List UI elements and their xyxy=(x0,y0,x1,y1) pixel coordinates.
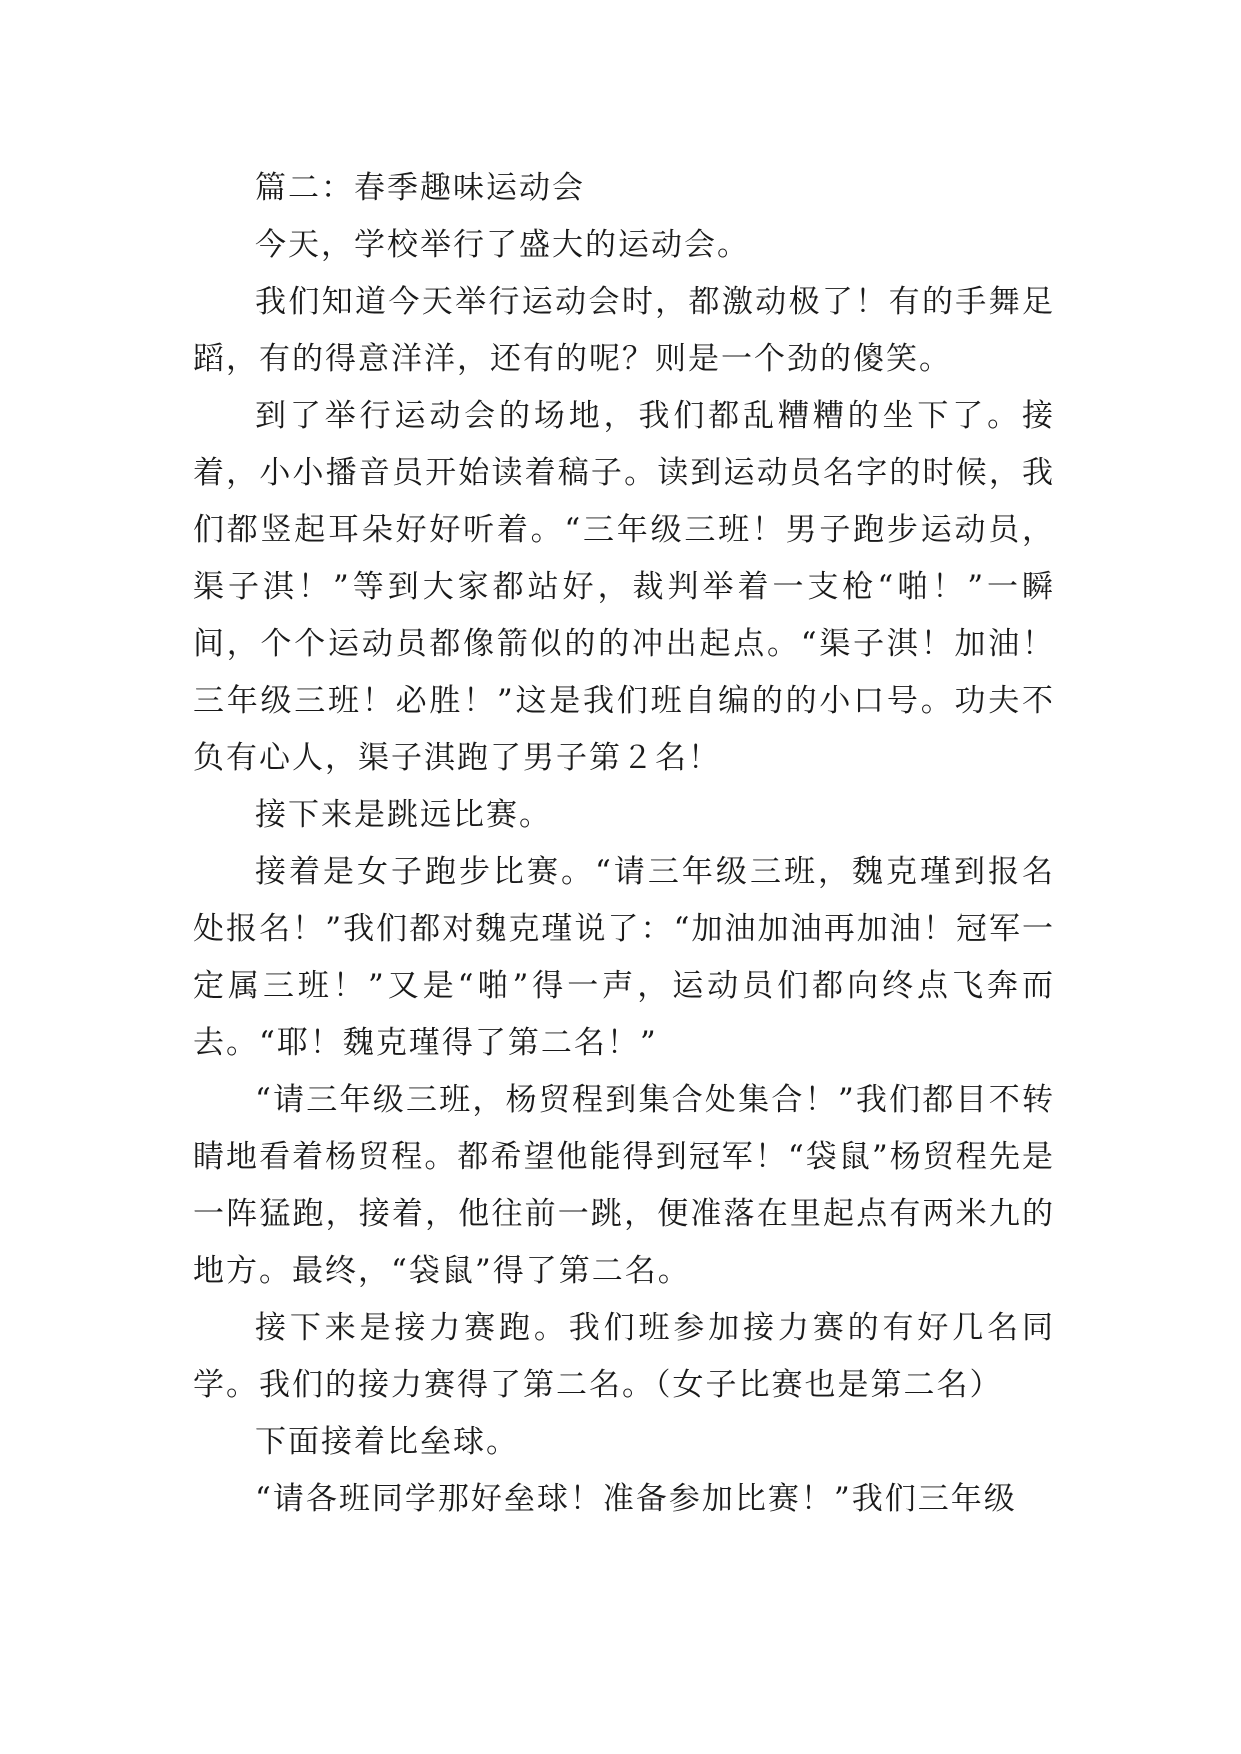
paragraph: 下面接着比垒球。 xyxy=(255,1424,519,1460)
paragraph: “请各班同学那好垒球！准备参加比赛！”我们三年级 xyxy=(255,1481,1017,1517)
paragraph: “请三年级三班，杨贸程到集合处集合！”我们都目不转睛地看着杨贸程。都希望他能得到冠军！“袋鼠”杨贸程先是一阵猛跑，接着，他往前一跳，便准落在里起点有两米九的地方。最终，“袋鼠”得了第二名。 xyxy=(193,1082,1055,1289)
paragraph: 我们知道今天举行运动会时，都激动极了！有的手舞足蹈，有的得意洋洋，还有的呢？则是一个劲的傻笑。 xyxy=(193,284,1055,377)
article-title: 篇二：春季趣味运动会 xyxy=(255,170,585,206)
paragraph: 到了举行运动会的场地，我们都乱糟糟的坐下了。接着，小小播音员开始读着稿子。读到运动员名字的时候，我们都竖起耳朵好好听着。“三年级三班！男子跑步运动员，渠子淇！”等到大家都站好，裁判举着一支枪“啪！”一瞬间，个个运动员都像箭似的的冲出起点。“渠子淇！加油！三年级三班！必胜！”这是我们班自编的的小口号。功夫不负有心人，渠子淇跑了男子第２名！ xyxy=(193,398,1055,776)
paragraph: 接下来是接力赛跑。我们班参加接力赛的有好几名同学。我们的接力赛得了第二名。（女子比赛也是第二名） xyxy=(193,1310,1055,1403)
paragraph: 接着是女子跑步比赛。“请三年级三班，魏克瑾到报名处报名！”我们都对魏克瑾说了：“加油加油再加油！冠军一定属三班！”又是“啪”得一声，运动员们都向终点飞奔而去。“耶！魏克瑾得了第二名！” xyxy=(193,854,1055,1061)
paragraph: 接下来是跳远比赛。 xyxy=(255,797,552,833)
article-body xyxy=(193,160,1055,1528)
paragraph: 今天，学校举行了盛大的运动会。 xyxy=(255,227,750,263)
